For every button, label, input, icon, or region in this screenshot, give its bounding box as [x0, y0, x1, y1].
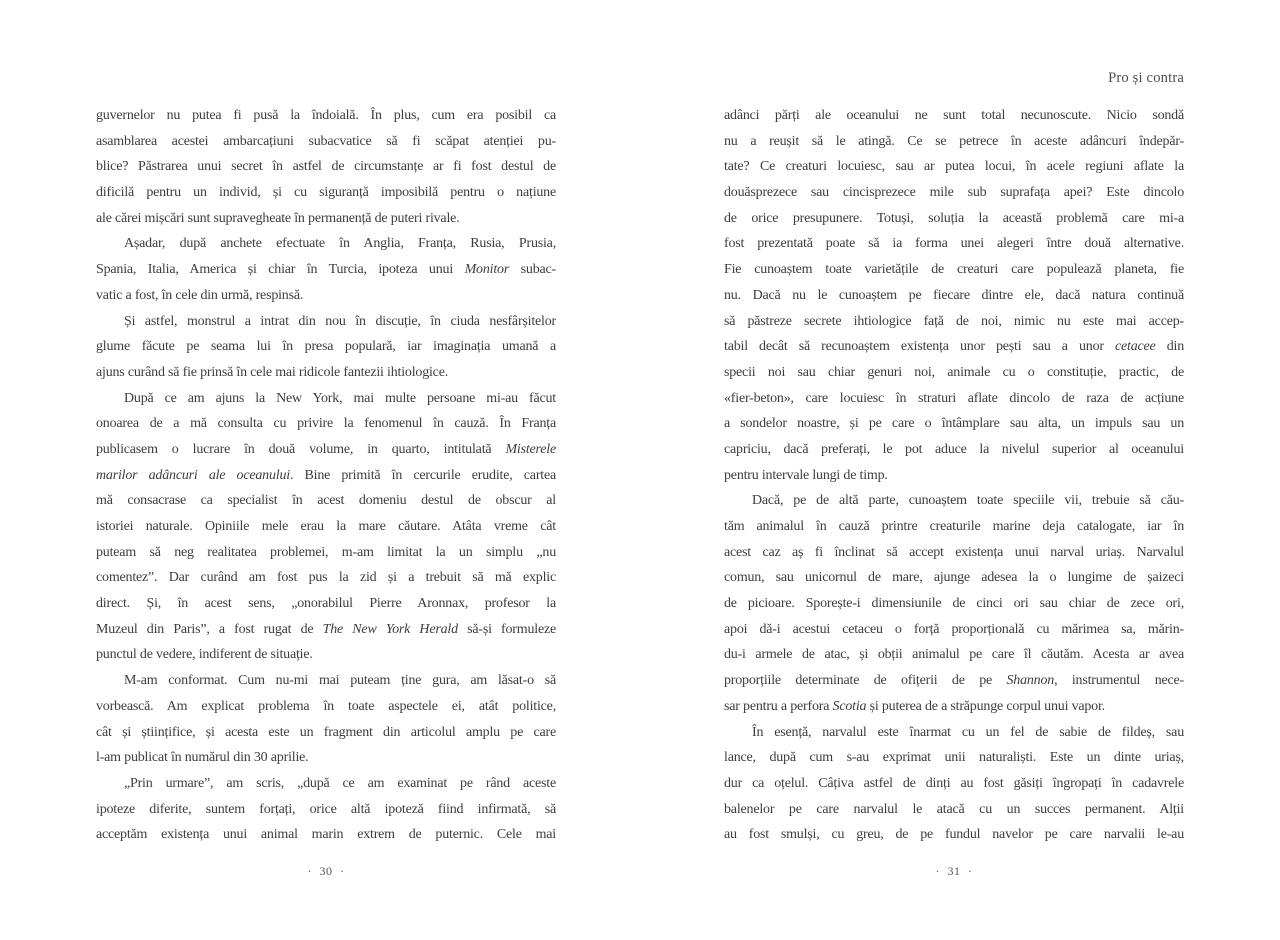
text-line: nu a reușit să le atingă. Ce se petrece în aceste adâncuri îndepăr- [724, 133, 1184, 149]
paragraph [96, 668, 556, 771]
text-line: blice? Păstrarea unui secret în astfel de circumstanțe ar fi fost destul de [96, 159, 556, 175]
text-line: Așadar, după anchete efectuate în Anglia, Franța, Rusia, Prusia, [124, 236, 556, 252]
text-line: nu. Dacă nu le cunoaștem pe fiecare dintre ele, dacă natura continuă [724, 287, 1184, 303]
text-line: guvernelor nu putea fi pusă la îndoială. În plus, cum era posibil ca [96, 108, 556, 123]
text-line: „Prin urmare”, am scris, „după ce am examinat pe rând aceste [124, 775, 556, 791]
text-line: cât și științifice, și acesta este un fragment din articolul amplu pe care [96, 724, 556, 740]
text-line: asamblarea acestei ambarcațiuni subacvatice să fi scăpat atenției pu- [96, 133, 556, 149]
text-line: publicasem o lucrare în două volume, in quarto, intitulată Misterele [96, 441, 556, 457]
paragraph [96, 231, 556, 308]
text-line: onoarea de a mă consulta cu privire la fenomenul în cauză. În Franța [96, 416, 556, 432]
text-line: comun, sau unicornul de mare, ajunge adesea la o lungime de șaizeci [724, 570, 1184, 586]
text-line: dificilă pentru un individ, și cu siguranță imposibilă pentru o națiune [96, 185, 556, 201]
paragraph [724, 103, 1184, 488]
paragraph [96, 103, 556, 231]
text-line: Spania, Italia, America și chiar în Turcia, ipoteza unui Monitor subac- [96, 262, 556, 278]
paragraph [724, 720, 1184, 848]
text-line: «fier-beton», care locuiesc în straturi aflate dincolo de raza de acțiune [724, 390, 1184, 406]
text-line: apoi dă-i acestui cetaceu o forță proporțională cu mărimea sa, mărin- [724, 621, 1184, 637]
text-line: capriciu, dacă preferați, le pot aduce la nivelul superior al oceanului [724, 441, 1184, 457]
text-line: comentez”. Dar curând am fost pus la zid și a trebuit să mă explic [96, 570, 556, 586]
text-line: Și astfel, monstrul a intrat din nou în discuție, în ciuda nesfârșitelor [124, 313, 556, 329]
page-right-text [724, 103, 1184, 848]
text-line: au fost smulși, cu greu, de pe fundul navelor pe care narvalii le-au [724, 827, 1184, 843]
text-line: pentru intervale lungi de timp. [724, 467, 888, 483]
paragraph [724, 488, 1184, 719]
text-line: mă consacrase ca specialist în acest domeniu destul de obscur al [96, 493, 556, 509]
text-line: de picioare. Sporește-i dimensiunile de cinci ori sau chiar de zece ori, [724, 596, 1184, 612]
text-line: tabil decât să recunoaștem existența unor pești sau a unor cetacee din [724, 339, 1184, 355]
text-line: l-am publicat în numărul din 30 aprilie. [96, 750, 309, 766]
text-line: proporțiile determinate de ofițerii de pe Shannon, instrumentul nece- [724, 673, 1184, 689]
text-line: tate? Ce creaturi locuiesc, sau ar putea locui, în acele regiuni aflate la [724, 159, 1184, 175]
text-line: tăm animalul în cauză printre creaturile marine deja catalogate, iar în [724, 519, 1184, 534]
page-number-left: · 30 · [307, 864, 345, 878]
text-line: ale cărei mișcări sunt supravegheate în permanență de puteri rivale. [96, 210, 460, 226]
text-line: În esență, narvalul este înarmat cu un fel de sabie de fildeș, sau [752, 724, 1184, 740]
text-line: ipoteze diferite, suntem forțați, orice altă ipoteză fiind infirmată, să [96, 801, 556, 817]
text-line: lance, după cum s-au exprimat unii naturaliști. Este un dinte uriaș, [724, 750, 1184, 766]
text-line: ajuns curând să fie prinsă în cele mai ridicole fantezii ihtiologice. [96, 364, 449, 380]
text-line: acceptăm existența unui animal marin extrem de puternic. Cele mai [96, 827, 556, 843]
text-line: douăsprezece sau cincisprezece mile sub suprafața apei? Este dincolo [724, 185, 1184, 201]
text-line: du-i armele de atac, și obții animalul pe care îl căutăm. Acesta ar avea [724, 647, 1184, 663]
text-line: punctul de vedere, indiferent de situație. [96, 647, 313, 663]
running-title: Pro și contra [1108, 70, 1184, 86]
text-line: direct. Și, în acest sens, „onorabilul Pierre Aronnax, profesor la [96, 596, 556, 612]
text-line: puteam să neg realitatea problemei, m-am limitat la un simplu „nu [96, 544, 556, 560]
text-line: marilor adâncuri ale oceanului. Bine primită în cercurile erudite, cartea [96, 467, 556, 483]
text-line: sar pentru a perfora Scotia și puterea de a străpunge corpul unui vapor. [724, 698, 1105, 714]
page-left-text [96, 103, 556, 848]
page-number-right: · 31 · [935, 864, 973, 878]
text-line: adânci părți ale oceanului ne sunt total necunoscute. Nicio sondă [724, 108, 1184, 123]
text-line: vorbească. Am explicat problema în toate aspectele ei, atât politice, [96, 698, 556, 714]
text-line: dur ca oțelul. Câțiva astfel de dinți au fost găsiți îngropați în cadavrele [724, 775, 1184, 791]
text-line: Dacă, pe de altă parte, cunoaștem toate speciile vii, trebuie să cău- [752, 493, 1184, 509]
text-line: specii noi sau chiar genuri noi, animale cu o constituție, practic, de [724, 364, 1184, 380]
text-line: Muzeul din Paris”, a fost rugat de The New York Herald să-și formuleze [96, 621, 556, 637]
text-line: Fie cunoaștem toate varietățile de creaturi care populează planeta, fie [724, 262, 1184, 278]
paragraph [96, 309, 556, 386]
text-line: a sondelor noastre, și pe care o întâmplare sau alta, un impuls sau un [724, 416, 1184, 432]
text-line: vatic a fost, în cele din urmă, respinsă. [96, 287, 304, 303]
text-line: istoriei naturale. Opiniile mele erau la mare căutare. Atâta vreme cât [96, 519, 556, 534]
text-line: acest caz aș fi înclinat să accept existența unui narval uriaș. Narvalul [724, 544, 1184, 560]
text-line: să păstreze secrete ihtiologice față de noi, nimic nu este mai accep- [724, 313, 1184, 329]
text-line: fost prezentată poate să ia forma unei alegeri între două alternative. [724, 236, 1184, 252]
text-line: M-am conformat. Cum nu-mi mai puteam ține gura, am lăsat-o să [124, 673, 556, 689]
paragraph [96, 771, 556, 848]
text-line: După ce am ajuns la New York, mai multe persoane mi-au făcut [124, 390, 556, 406]
text-line: glume făcute pe seama lui în presa populară, iar imaginația umană a [96, 339, 556, 355]
paragraph [96, 386, 556, 669]
text-line: de orice presupunere. Totuși, soluția la această problemă care mi-a [724, 210, 1184, 226]
text-line: balenelor pe care narvalul le atacă cu un succes permanent. Alții [724, 801, 1184, 817]
